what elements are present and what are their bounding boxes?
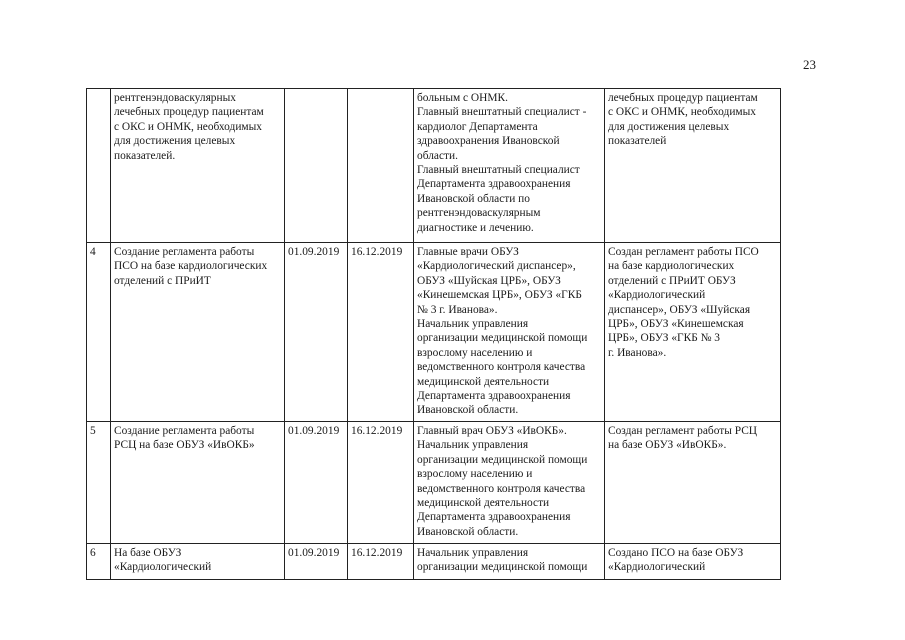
responsible-cell [414, 243, 605, 422]
text-line: Начальник управления [417, 318, 529, 331]
text-line: «Кардиологический [114, 561, 212, 574]
start-date-cell: 01.09.2019 [285, 421, 348, 543]
text-line: лечебных процедур пациентам [114, 106, 264, 119]
text-line: Департамента здравоохранения [417, 178, 571, 191]
text-line: кардиолог Департамента [417, 120, 538, 133]
text-line: рентгенэндоваскулярным [417, 207, 541, 220]
text-line: взрослому населению и [417, 468, 533, 481]
text-line: отделений с ПРиИТ [114, 274, 211, 287]
table-row [87, 543, 781, 579]
text-line: на базе ОБУЗ «ИвОКБ». [608, 439, 727, 452]
text-line: Главные врачи ОБУЗ [417, 246, 519, 258]
plan-table [86, 88, 781, 580]
text-line: организации медицинской помощи [417, 332, 588, 345]
text-line: диагностике и лечению. [417, 221, 534, 234]
task-cell [111, 543, 285, 579]
text-line: Главный внештатный специалист [417, 164, 580, 177]
table-row [87, 421, 781, 543]
start-date-cell: 01.09.2019 [285, 243, 348, 422]
text-line: ОБУЗ «Шуйская ЦРБ», ОБУЗ [417, 274, 561, 287]
text-line: диспансер», ОБУЗ «Шуйская [608, 303, 751, 316]
row-number-cell: 4 [87, 243, 111, 422]
task-cell [111, 421, 285, 543]
row-number-cell: 5 [87, 421, 111, 543]
end-date-cell: 16.12.2019 [348, 243, 414, 422]
text-line: медицинской деятельности [417, 375, 550, 388]
text-line: организации медицинской помощи [417, 453, 588, 466]
text-line: «Кардиологический [608, 561, 706, 574]
text-line: г. Иванова». [608, 346, 667, 359]
text-line: № 3 г. Иванова». [417, 303, 498, 316]
text-line: медицинской деятельности [417, 496, 550, 509]
row-number-cell [87, 89, 111, 243]
text-line: «Кардиологический диспансер», [417, 260, 576, 273]
text-line: области. [417, 149, 458, 162]
text-line: показателей. [114, 149, 176, 162]
text-line: Начальник управления [417, 546, 529, 559]
task-cell [111, 89, 285, 243]
text-line: Создан регламент работы ПСО [608, 246, 759, 258]
text-line: Департамента здравоохранения [417, 390, 571, 403]
text-line: ПСО на базе кардиологических [114, 260, 268, 273]
text-line: лечебных процедур пациентам [608, 92, 758, 104]
text-line: для достижения целевых [114, 135, 236, 148]
text-line: организации медицинской помощи [417, 561, 588, 574]
text-line: ведомственного контроля качества [417, 482, 586, 495]
result-cell [605, 89, 781, 243]
responsible-cell [414, 89, 605, 243]
start-date-cell [285, 89, 348, 243]
text-line: взрослому населению и [417, 346, 533, 359]
text-line: Департамента здравоохранения [417, 511, 571, 524]
text-line: «Кардиологический [608, 289, 706, 302]
text-line: ведомственного контроля качества [417, 361, 586, 374]
start-date-cell: 01.09.2019 [285, 543, 348, 579]
responsible-cell [414, 421, 605, 543]
text-line: отделений с ПРиИТ ОБУЗ [608, 274, 736, 287]
table-row [87, 243, 781, 422]
text-line: показателей [608, 135, 667, 148]
responsible-cell [414, 543, 605, 579]
text-line: Создано ПСО на базе ОБУЗ [608, 546, 744, 559]
text-line: Главный внештатный специалист - [417, 106, 587, 119]
text-line: Создание регламента работы [114, 424, 255, 437]
page-number: 23 [803, 57, 816, 72]
text-line: Ивановской области. [417, 404, 519, 417]
end-date-cell [348, 89, 414, 243]
result-cell [605, 543, 781, 579]
end-date-cell: 16.12.2019 [348, 543, 414, 579]
end-date-cell: 16.12.2019 [348, 421, 414, 543]
table-row [87, 89, 781, 243]
text-line: Главный врач ОБУЗ «ИвОКБ». [417, 424, 567, 437]
text-line: Начальник управления [417, 439, 529, 452]
text-line: ЦРБ», ОБУЗ «Кинешемская [608, 318, 744, 331]
text-line: «Кинешемская ЦРБ», ОБУЗ «ГКБ [417, 289, 582, 302]
text-line: Ивановской области по [417, 192, 530, 205]
text-line: с ОКС и ОНМК, необходимых [608, 106, 756, 119]
text-line: Создан регламент работы РСЦ [608, 424, 758, 437]
text-line: рентгенэндоваскулярных [114, 92, 236, 104]
text-line: для достижения целевых [608, 120, 730, 133]
text-line: На базе ОБУЗ [114, 546, 182, 559]
result-cell [605, 243, 781, 422]
text-line: на базе кардиологических [608, 260, 735, 273]
text-line: Создание регламента работы [114, 246, 255, 258]
text-line: больным с ОНМК. [417, 92, 508, 104]
text-line: здравоохранения Ивановской [417, 135, 560, 148]
text-line: Ивановской области. [417, 525, 519, 538]
result-cell [605, 421, 781, 543]
task-cell [111, 243, 285, 422]
row-number-cell: 6 [87, 543, 111, 579]
text-line: РСЦ на базе ОБУЗ «ИвОКБ» [114, 439, 255, 452]
text-line: с ОКС и ОНМК, необходимых [114, 120, 262, 133]
text-line: ЦРБ», ОБУЗ «ГКБ № 3 [608, 332, 721, 345]
